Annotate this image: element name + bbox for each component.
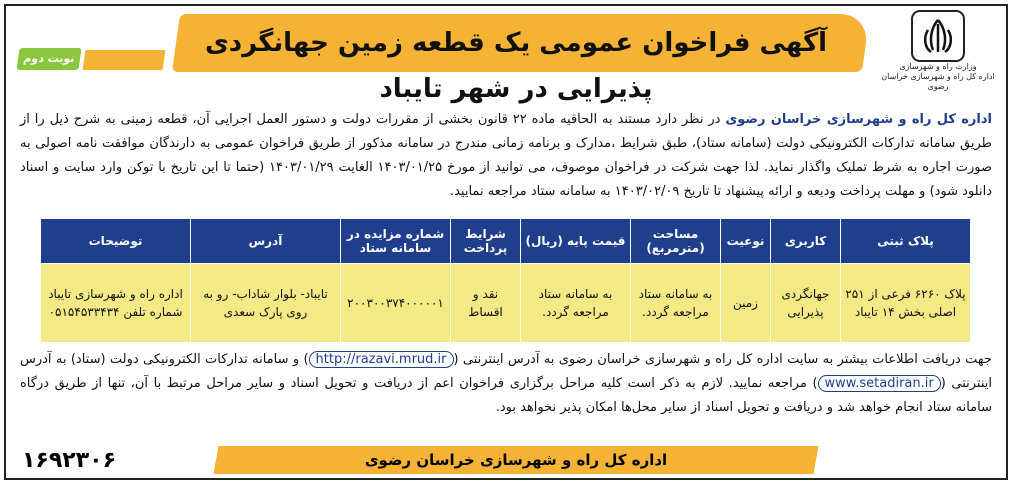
- header-type: نوعیت: [721, 219, 771, 264]
- iran-emblem-icon: [911, 10, 965, 62]
- cell-payment: نقد و اقساط: [451, 264, 521, 343]
- ad-frame: [4, 4, 1008, 480]
- ministry-name: وزارت راه و شهرسازی: [899, 62, 977, 71]
- cell-base-price: به سامانه ستاد مراجعه گردد.: [521, 264, 631, 343]
- ministry-logo: [878, 10, 998, 90]
- cell-area: به سامانه ستاد مراجعه گردد.: [631, 264, 721, 343]
- land-spec-table: [40, 218, 971, 343]
- ad-number: ۱۶۹۲۳۰۶: [22, 448, 116, 473]
- table-row: [41, 264, 971, 343]
- footer-line-b: و سامانه تدارکات الکترونیکی دولت (ستاد) به آدرس اینترنتی: [20, 352, 992, 391]
- cell-auction-number: ۲۰۰۳۰۰۳۷۴۰۰۰۰۰۱: [341, 264, 451, 343]
- header-auction-number: شماره مزایده در سامانه ستاد: [341, 219, 451, 264]
- setad-link[interactable]: www.setadiran.ir: [818, 375, 941, 392]
- header-base-price: قیمت پایه (ریال): [521, 219, 631, 264]
- header-plaque: پلاک ثبتی: [841, 219, 971, 264]
- signature: اداره کل راه و شهرسازی خراسان رضوی: [364, 451, 668, 469]
- header-address: آدرس: [191, 219, 341, 264]
- header: [6, 6, 1006, 104]
- turn-badge: نوبت دوم: [16, 48, 81, 70]
- header-payment: شرایط پرداخت: [451, 219, 521, 264]
- cell-notes: اداره راه و شهرسازی تایباد شماره تلفن ۰۵۱۵۴۵۳۳۴۳۴: [41, 264, 191, 343]
- footer-line-c: مراجعه نمایید. لازم به ذکر است کلیه مراحل برگزاری فراخوان اعم از دریافت و تحویل اسناد و سایر مراحل مرتبط با آن، تنها از طریق درگاه سامانه ستاد انجام خواهد شد و دریافت و تحویل اسناد از سایر محل‌ها امکان پذیر نخواهد بود.: [20, 376, 992, 415]
- page-title: آگهی فراخوان عمومی یک قطعه زمین جهانگردی پذیرایی در شهر تایباد: [204, 28, 828, 104]
- cell-address: تایباد- بلوار شاداب- رو به روی پارک سعدی: [191, 264, 341, 343]
- cell-type: زمین: [721, 264, 771, 343]
- decorative-stripe: [83, 50, 166, 70]
- header-usage: کاربری: [771, 219, 841, 264]
- footer-line-a: جهت دریافت اطلاعات بیشتر به سایت اداره کل راه و شهرسازی خراسان رضوی به آدرس اینترنتی: [462, 352, 992, 367]
- table-header-row: [41, 219, 971, 264]
- footer-paragraph: جهت دریافت اطلاعات بیشتر به سایت اداره کل راه و شهرسازی خراسان رضوی به آدرس اینترنتی (http://razavi.mrud.ir) و سامانه تدارکات الکترونیکی دولت (ستاد) به آدرس اینترنتی (www.setadiran.ir) مراجعه نمایید. لازم به ذکر است کلیه مراحل برگزاری فراخوان اعم از دریافت و تحویل اسناد و سایر مراحل مرتبط با آن، تنها از طریق درگاه سامانه ستاد انجام خواهد شد و دریافت و تحویل اسناد از سایر محل‌ها امکان پذیر نخواهد بود.: [20, 352, 992, 415]
- office-name: اداره کل راه و شهرسازی خراسان رضوی: [881, 72, 995, 91]
- intro-text: در نظر دارد مستند به الحاقیه ماده ۲۲ قانون بخشی از مقررات دولت و دستور العمل اجرایی آن، قطعه زمینی به شرح ذیل را از طریق سامانه تدارکات الکترونیکی دولت (سامانه ستاد)، طبق شرایط ،مدارک و برنامه زمانی مندرج در سامانه مذکور از طریق فراخوان عمومی به دارندگان موافقت نامه اصولی به صورت اجاره به شرط تملیک واگذار نماید. لذا جهت شرکت در فراخوان موصوف، می توانید از مورخ ۱۴۰۳/۰۱/۲۵ الغایت ۱۴۰۳/۰۱/۲۹ (حتما تا این تاریخ با توکن وارد سایت و اسناد دانلود شود) و مهلت پرداخت ودیعه و ارائه پیشنهاد تا تاریخ ۱۴۰۳/۰۲/۰۹ به سامانه ستاد مراجعه نمایید.: [20, 112, 992, 199]
- cell-usage: جهانگردی پذیرایی: [771, 264, 841, 343]
- cell-plaque: پلاک ۶۲۶۰ فرعی از ۲۵۱ اصلی بخش ۱۴ تایباد: [841, 264, 971, 343]
- intro-paragraph: [20, 108, 992, 204]
- org-name: اداره کل راه و شهرسازی خراسان رضوی: [725, 112, 992, 127]
- header-notes: توضیحات: [41, 219, 191, 264]
- header-area: مساحت (مترمربع): [631, 219, 721, 264]
- razavi-link[interactable]: http://razavi.mrud.ir: [309, 351, 454, 368]
